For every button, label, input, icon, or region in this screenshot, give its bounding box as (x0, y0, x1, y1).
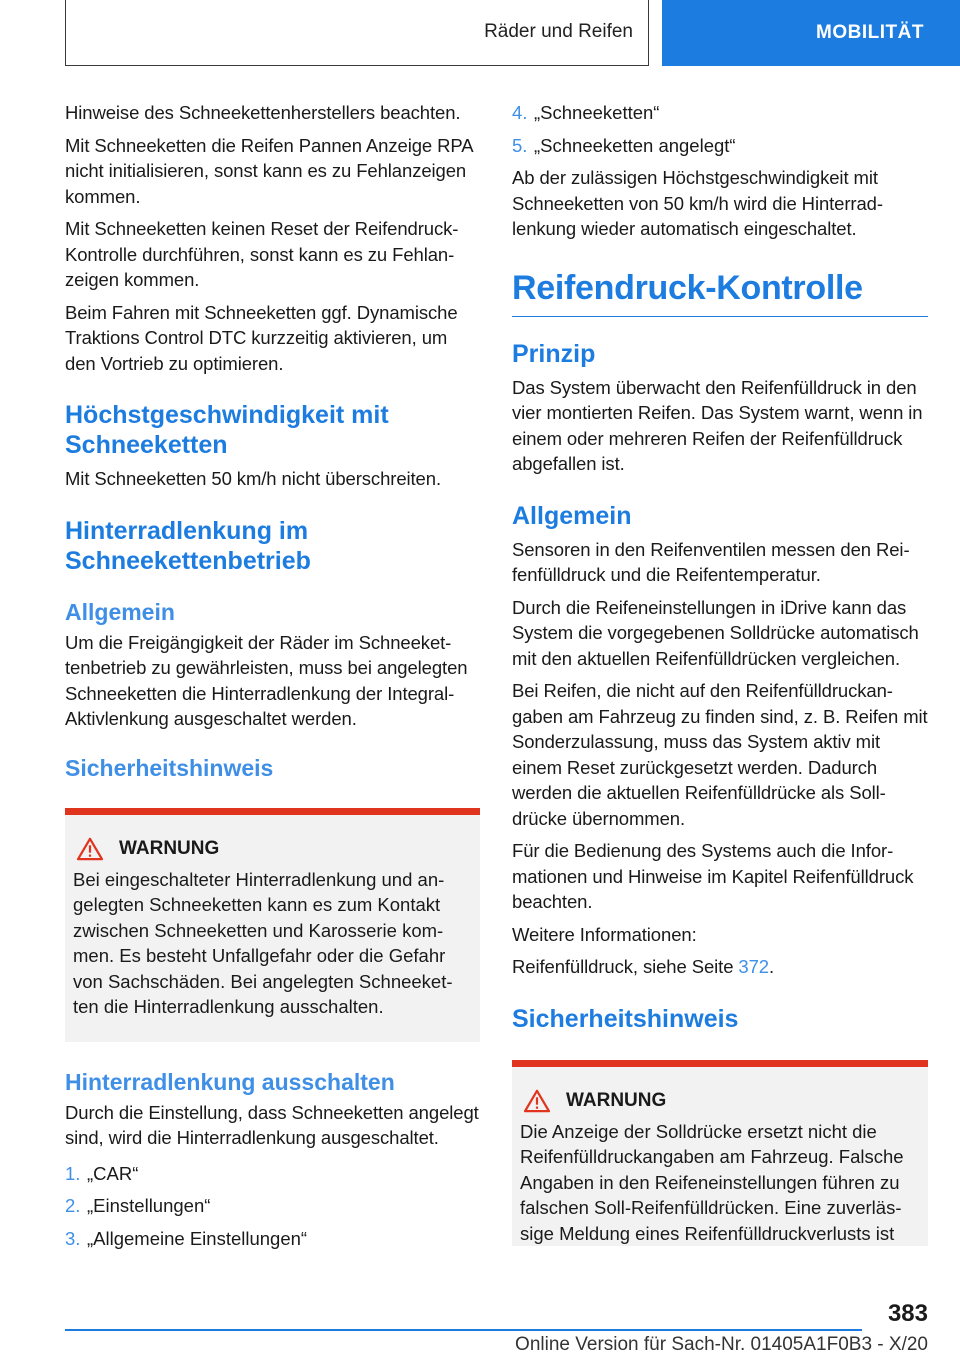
step-number: 2. (65, 1195, 81, 1216)
heading-top-speed: Höchstgeschwindigkeit mit Schneeketten (65, 401, 389, 459)
header-section-title: Räder und Reifen (484, 21, 633, 42)
heading-rear-steering: Hinterradlenkung im Schneekettenbetrieb (65, 516, 311, 575)
list-item (65, 1226, 480, 1252)
warning-label: WARNUNG (566, 1089, 667, 1111)
warning-triangle-icon (75, 837, 105, 861)
warning-label: WARNUNG (119, 837, 220, 859)
step-text: „Einstellungen“ (87, 1195, 211, 1216)
right-column (512, 100, 928, 1246)
step-number: 4. (512, 102, 528, 123)
step-number: 3. (65, 1227, 81, 1249)
heading-turn-off-rear-steering: Hinterradlenkung ausschalten (65, 1068, 395, 1095)
paragraph: Ab der zulässigen Höchstgeschwindigkeit mit Schneeketten von 50 km/h wird die Hinterradlenkung wieder automatisch eingeschaltet. (512, 167, 884, 239)
heading-general: Allgemein (65, 598, 175, 625)
warning-box (512, 1060, 928, 1246)
step-text: „Allgemeine Einstellungen“ (87, 1227, 308, 1249)
paragraph: Das System überwacht den Reifenfülldruck in den vier montierten Reifen. Das System warnt, wenn in einem oder mehreren Reifen der Reifenfülldruck abgefallen ist. (512, 376, 923, 474)
heading-principle: Prinzip (512, 339, 596, 368)
warning-header (522, 1089, 920, 1113)
warning-text: Die Anzeige der Solldrücke ersetzt nicht die Reifenfülldruckangaben am Fahrzeug. Falsche Angaben in den Reifeneinstellungen führen zu falschen Soll-Reifenfülldrücken. Eine zuverlässige Meldung eines Reifenfülldruckverlusts ist (520, 1120, 904, 1244)
heading-tire-pressure-monitor: Reifendruck-Kontrolle (512, 268, 928, 317)
step-text: „CAR“ (87, 1162, 139, 1184)
left-column (65, 100, 480, 1258)
warning-triangle-icon (522, 1089, 552, 1113)
step-number: 5. (512, 134, 528, 156)
warning-header (75, 837, 472, 861)
step-number: 1. (65, 1162, 81, 1184)
reference-text: Reifenfülldruck, siehe Seite (512, 956, 739, 977)
paragraph: Beim Fahren mit Schneeketten ggf. Dynamische Traktions Control DTC kurzzeitig aktivieren, um den Vortrieb zu optimieren. (65, 301, 458, 374)
list-item (65, 1193, 480, 1219)
paragraph: Um die Freigängigkeit der Räder im Schneekettenbetrieb zu gewährleisten, muss bei angelegten Schneeketten die Hinterradlenkung der Integral-Aktivlenkung ausgeschaltet werden. (65, 631, 468, 729)
paragraph: Für die Bedienung des Systems auch die Informationen und Hinweise im Kapitel Reifenfülldruck beachten. (512, 840, 914, 912)
paragraph: Durch die Reifeneinstellungen in iDrive kann das System die vorgegebenen Solldrücke automatisch mit den aktuellen Reifenfülldrücken vergleichen. (512, 596, 919, 669)
header-chapter-tab[interactable]: MOBILITÄT (662, 0, 960, 66)
step-text: „Schneeketten“ (534, 102, 660, 123)
paragraph: Hinweise des Schneekettenherstellers beachten. (65, 102, 461, 123)
footer-online-version: Online Version für Sach-Nr. 01405A1F0B3 - X/20 (515, 1334, 928, 1355)
steps-list (512, 100, 928, 158)
warning-box (65, 808, 480, 1042)
steps-list (65, 1161, 480, 1252)
paragraph-reference (512, 954, 928, 980)
paragraph: Mit Schneeketten keinen Reset der Reifendruck-Kontrolle durchführen, sonst kann es zu Fehlanzeigen kommen. (65, 218, 459, 290)
step-text: „Schneeketten angelegt“ (534, 134, 736, 156)
paragraph: Durch die Einstellung, dass Schneeketten angelegt sind, wird die Hinterradlenkung ausgeschaltet. (65, 1101, 479, 1148)
paragraph: Mit Schneeketten 50 km/h nicht überschreiten. (65, 468, 441, 489)
footer-divider (65, 1329, 862, 1331)
heading-safety-note: Sicherheitshinweis (65, 754, 274, 781)
list-item (65, 1161, 480, 1187)
list-item (512, 133, 928, 159)
paragraph: Mit Schneeketten die Reifen Pannen Anzeige RPA nicht initialisieren, sonst kann es zu Fehlanzeigen kommen. (65, 134, 473, 207)
page-number: 383 (887, 1300, 928, 1327)
paragraph: Sensoren in den Reifenventilen messen den Reifenfülldruck und die Reifentemperatur. (512, 538, 910, 585)
heading-safety-note: Sicherheitshinweis (512, 1004, 739, 1033)
warning-text: Bei eingeschalteter Hinterradlenkung und angelegten Schneeketten kann es zum Kontakt zwischen Schneeketten und Karosserie kommen. Es besteht Unfallgefahr oder die Gefahr von Sachschäden. Bei angelegten Schneeketten die Hinterradlenkung ausschalten. (73, 868, 453, 1017)
paragraph: Weitere Informationen: (512, 923, 697, 945)
paragraph: Bei Reifen, die nicht auf den Reifenfülldruckangaben am Fahrzeug zu finden sind, z. B. Reifen mit Sonderzulassung, muss das System aktiv mit einem Reset zurückgesetzt werden. Dadurch werden die aktuellen Reifenfülldrücke als Solldrücke übernommen. (512, 680, 928, 829)
heading-general: Allgemein (512, 501, 632, 530)
list-item (512, 100, 928, 126)
reference-end: . (769, 956, 775, 977)
page-reference-link[interactable]: 372 (738, 956, 769, 977)
